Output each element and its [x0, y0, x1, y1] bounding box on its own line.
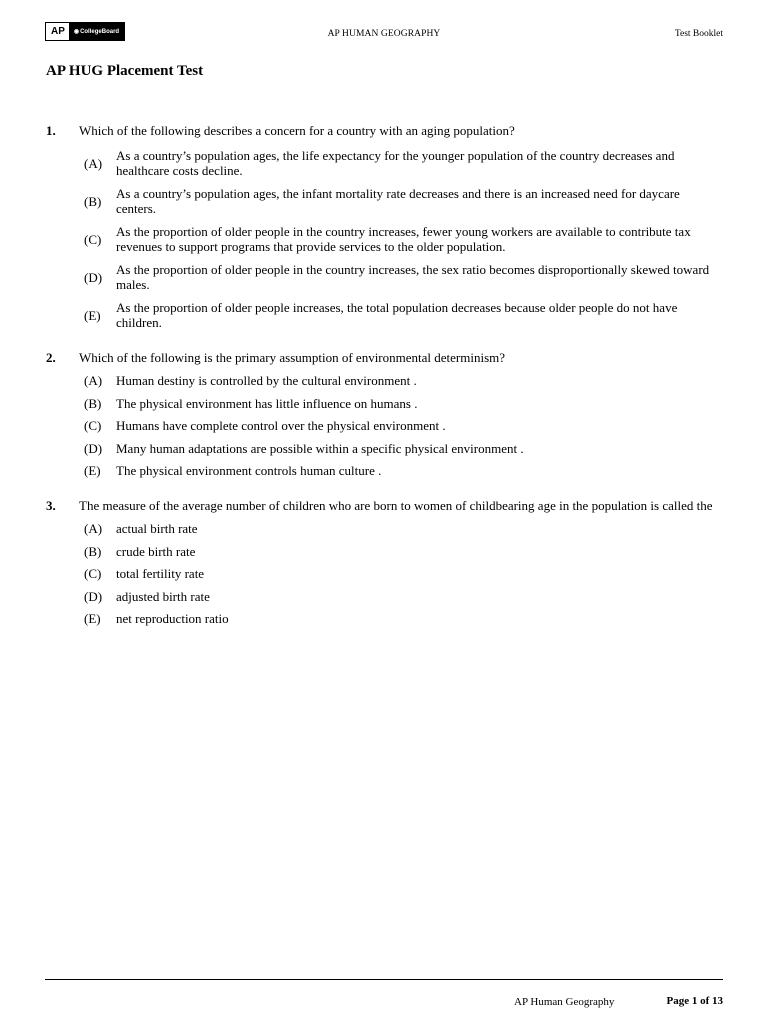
question-1 [46, 122, 726, 330]
option-text: The physical environment controls human culture . [116, 463, 382, 478]
question-text: Which of the following describes a concern for a country with an aging population? [79, 123, 515, 138]
option-text: Human destiny is controlled by the cultural environment . [116, 373, 417, 388]
question-number: 2. [46, 350, 56, 365]
option-text: Many human adaptations are possible within a specific physical environment . [116, 440, 524, 456]
answer-option-e[interactable] [84, 300, 726, 330]
footer-divider [45, 979, 723, 980]
question-number: 1. [46, 123, 56, 138]
option-letter: (D) [84, 588, 103, 604]
header-subject: AP HUMAN GEOGRAPHY [327, 29, 441, 39]
option-letter: (A) [84, 521, 103, 536]
logo-ap-text: AP [51, 26, 65, 37]
answer-option-c[interactable] [84, 418, 726, 433]
answer-option-a[interactable] [84, 148, 726, 178]
footer-subject: AP Human Geography [514, 996, 615, 1008]
option-letter: (C) [84, 231, 102, 247]
option-text: actual birth rate [116, 521, 198, 536]
option-text: As a country’s population ages, the infant mortality rate decreases and there is an increased need for daycare centers. [116, 186, 680, 216]
logo-brand-text: CollegeBoard [80, 28, 120, 35]
acorn-icon: ◉ [73, 29, 80, 35]
option-text: Humans have complete control over the physical environment . [116, 418, 446, 433]
option-letter: (B) [84, 395, 102, 411]
answer-option-e[interactable] [84, 463, 726, 478]
question-number: 3. [46, 498, 56, 513]
question-3 [46, 497, 726, 626]
option-letter: (A) [84, 373, 103, 388]
option-letter: (A) [84, 155, 103, 171]
question-text: Which of the following is the primary assumption of environmental determinism? [79, 350, 506, 365]
option-letter: (B) [84, 543, 102, 559]
answer-option-d[interactable] [84, 441, 726, 456]
page-number: Page 1 of 13 [666, 995, 723, 1007]
option-letter: (D) [84, 440, 103, 456]
option-letter: (E) [84, 307, 101, 323]
option-text: As the proportion of older people in the country increases, fewer young workers are available to contribute tax revenues to support programs that provide services to the older population. [116, 224, 691, 254]
option-text: adjusted birth rate [116, 588, 210, 604]
question-text: The measure of the average number of children who are born to women of childbearing age in the population is called the [79, 498, 713, 513]
option-text: net reproduction ratio [116, 611, 229, 626]
option-text: crude birth rate [116, 543, 196, 559]
answer-option-b[interactable] [84, 544, 726, 559]
answer-option-a[interactable] [84, 521, 726, 536]
answer-option-d[interactable] [84, 262, 726, 292]
answer-option-c[interactable] [84, 566, 726, 581]
option-letter: (E) [84, 463, 101, 478]
page-title: AP HUG Placement Test [46, 63, 204, 79]
answer-option-b[interactable] [84, 186, 726, 216]
question-2 [46, 349, 726, 478]
option-text: total fertility rate [116, 566, 205, 581]
option-text: As the proportion of older people increases, the total population decreases because older people do not have children. [116, 300, 678, 330]
option-letter: (C) [84, 418, 102, 433]
answer-option-e[interactable] [84, 611, 726, 626]
option-letter: (B) [84, 193, 102, 209]
option-text: As a country’s population ages, the life expectancy for the younger population of the country decreases and healthcare costs decline. [116, 148, 675, 178]
question-list [46, 122, 726, 634]
answer-option-a[interactable] [84, 373, 726, 388]
page-header [45, 22, 723, 42]
header-booklet-label: Test Booklet [674, 29, 723, 39]
option-letter: (D) [84, 269, 103, 285]
option-text: The physical environment has little influence on humans . [116, 395, 418, 411]
option-text: As the proportion of older people in the country increases, the sex ratio becomes disproportionally skewed toward males. [116, 262, 710, 292]
answer-option-c[interactable] [84, 224, 726, 254]
option-letter: (E) [84, 611, 101, 626]
option-letter: (C) [84, 566, 102, 581]
answer-option-d[interactable] [84, 589, 726, 604]
answer-option-b[interactable] [84, 396, 726, 411]
